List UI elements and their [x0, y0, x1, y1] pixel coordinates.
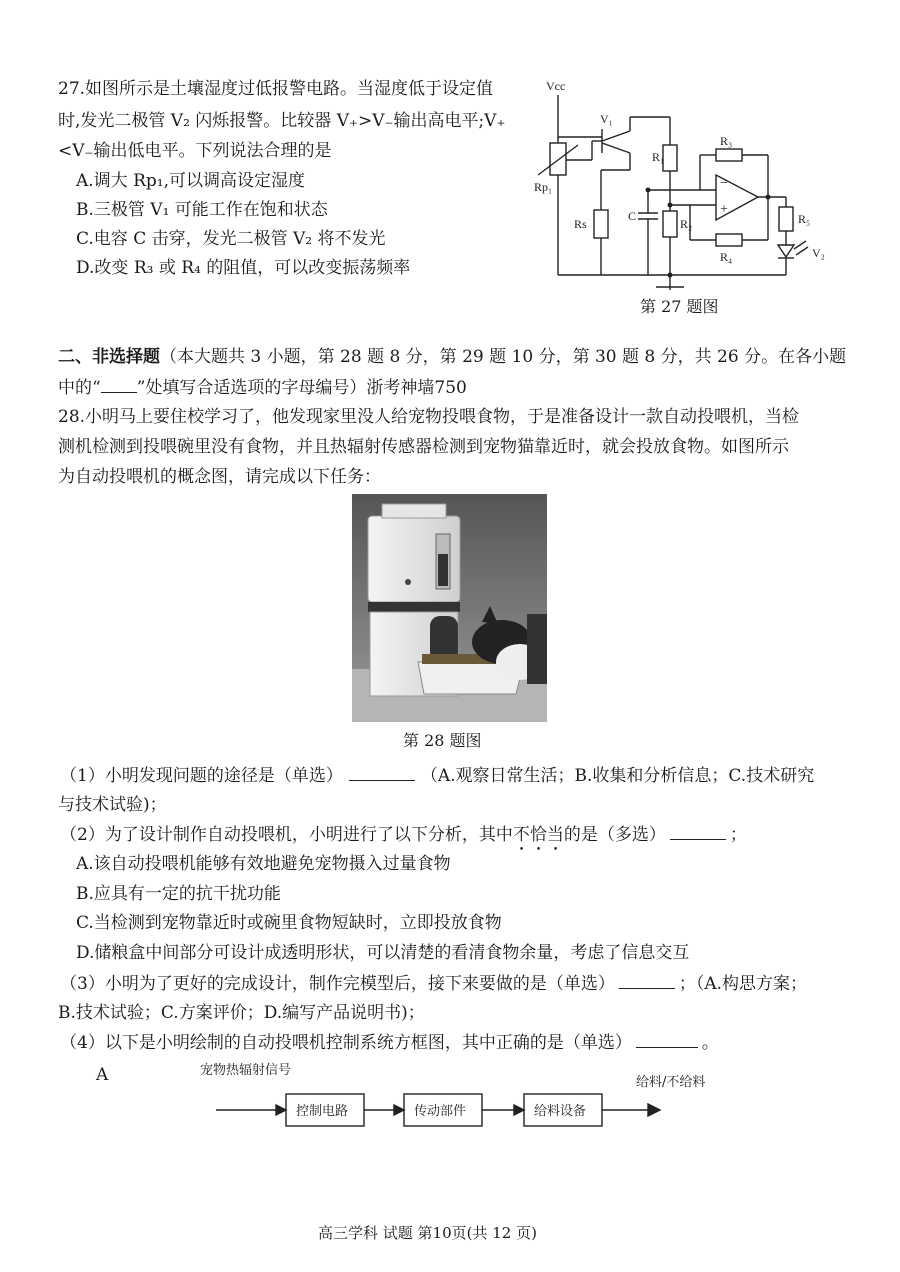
q28-caption: 第 28 题图: [403, 731, 482, 750]
q27-line2: 时,发光二极管 V₂ 闪烁报警。比较器 V₊>V₋输出高电平;V₊: [58, 111, 506, 131]
q28-sub2-text: （2）为了设计制作自动投喂机，小明进行了以下分析，其中: [60, 825, 513, 845]
q28-sub3-options: ；（A.构思方案；: [678, 974, 808, 994]
q28-line2: 测机检测到投喂碗里没有食物，并且热辐射传感器检测到宠物猫靠近时，就会投放食物。如图所示: [58, 437, 789, 457]
q28-sub1: [60, 764, 814, 787]
label-minus: −: [720, 176, 728, 191]
section2-title: 二、非选择题: [58, 347, 160, 367]
q28-sub4: [60, 1031, 719, 1054]
diagram-label-a: A: [96, 1065, 109, 1085]
diagram-box-feeder: 给料设备: [534, 1104, 587, 1119]
q27-line3: <V₋输出低电平。下列说法合理的是: [58, 141, 332, 161]
label-r2: R₂: [680, 217, 693, 231]
q28-line1: 28.小明马上要住校学习了，他发现家里没人给宠物投喂食物，于是准备设计一款自动投喂机，当检: [58, 407, 800, 427]
q28-sub1-options: （A.观察日常生活；B.收集和分析信息；C.技术研究: [420, 766, 815, 786]
q28-sub2-end: ；: [729, 825, 747, 845]
diagram-output: 给料/不给料: [636, 1075, 706, 1090]
q28-sub1-cont: 与技术试验)；: [58, 795, 167, 815]
label-v1: V₁: [600, 112, 613, 126]
q28-sub3: [60, 972, 807, 995]
label-r3: R₃: [720, 134, 733, 148]
diagram-box-transmission: 传动部件: [414, 1104, 467, 1119]
label-v2: V₂: [812, 246, 825, 260]
q28-option-d: D.储粮盒中间部分可设计成透明形状，可以清楚的看清食物余量，考虑了信息交互: [76, 943, 690, 963]
label-rp1: Rp₁: [534, 180, 553, 194]
label-vcc: Vcc: [546, 79, 566, 93]
q27-option-a: A.调大 Rp₁,可以调高设定湿度: [76, 171, 305, 191]
q28-option-a: A.该自动投喂机能够有效地避免宠物摄入过量食物: [76, 854, 451, 874]
q28-sub4-end: 。: [701, 1033, 719, 1053]
pet-feeder-photo: [352, 494, 547, 722]
q28-sub1-text: （1）小明发现问题的途径是（单选）: [60, 766, 343, 786]
answer-blank-4[interactable]: [636, 1031, 698, 1048]
diagram-input: 宠物热辐射信号: [200, 1063, 292, 1078]
q27-line1: 27.如图所示是土壤湿度过低报警电路。当湿度低于设定值: [58, 79, 494, 99]
q28-sub2: [60, 823, 747, 855]
label-r4: R₄: [720, 250, 733, 264]
section2-desc2a: 中的“: [58, 378, 101, 398]
section2-desc2b: ”处填写合适选项的字母编号）浙考神墙750: [136, 378, 467, 398]
q27-option-b: B.三极管 V₁ 可能工作在饱和状态: [76, 200, 328, 220]
answer-blank-3[interactable]: [619, 972, 675, 989]
label-c: C: [628, 209, 637, 223]
q28-sub2-emphasis: 不恰当: [512, 825, 564, 845]
label-r5: R₅: [798, 212, 811, 226]
label-r1: R₁: [652, 150, 665, 164]
page-footer: 高三学科 试题 第10页(共 12 页): [318, 1224, 537, 1242]
answer-blank-example: [101, 376, 137, 393]
q28-option-b: B.应具有一定的抗干扰功能: [76, 884, 281, 904]
section2-line2: [58, 376, 467, 399]
q27-option-d: D.改变 R₃ 或 R₄ 的阻值，可以改变振荡频率: [76, 258, 411, 278]
circuit-diagram: [530, 75, 850, 290]
label-plus: +: [720, 202, 728, 217]
answer-blank-1[interactable]: [349, 764, 415, 781]
diagram-box-control: 控制电路: [296, 1104, 349, 1119]
answer-blank-2[interactable]: [670, 823, 726, 840]
block-diagram: [200, 1060, 706, 1140]
q28-sub4-text: （4）以下是小明绘制的自动投喂机控制系统方框图，其中正确的是（单选）: [60, 1033, 632, 1053]
q27-option-c: C.电容 C 击穿，发光二极管 V₂ 将不发光: [76, 229, 386, 249]
section2-line1: [58, 346, 846, 368]
q28-line3: 为自动投喂机的概念图，请完成以下任务：: [58, 467, 381, 487]
label-rs: Rs: [574, 217, 587, 231]
q28-sub3-cont: B.技术试验；C.方案评价；D.编写产品说明书)；: [58, 1003, 425, 1023]
q28-option-c: C.当检测到宠物靠近时或碗里食物短缺时，立即投放食物: [76, 913, 502, 933]
q28-sub3-text: （3）小明为了更好的完成设计，制作完模型后，接下来要做的是（单选）: [60, 974, 615, 994]
q27-caption: 第 27 题图: [640, 297, 719, 316]
section2-desc1: （本大题共 3 小题，第 28 题 8 分，第 29 题 10 分，第 30 题 8 分，共 26 分。在各小题: [160, 347, 847, 367]
q28-sub2-text-b: 的是（多选）: [563, 825, 666, 845]
